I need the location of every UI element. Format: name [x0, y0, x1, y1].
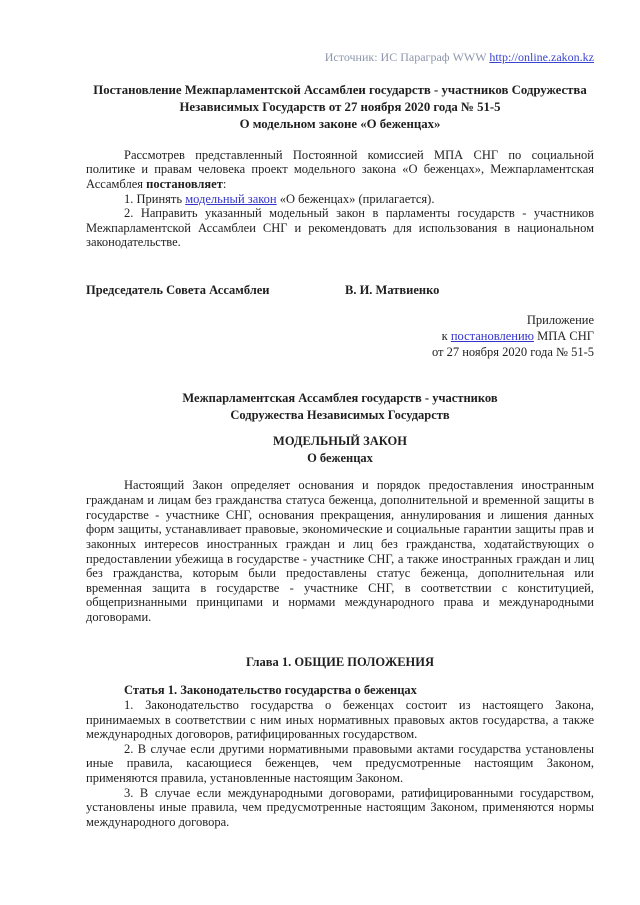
preamble-tail: : [222, 176, 227, 191]
signature-title: Председатель Совета Ассамблеи [86, 283, 270, 298]
article-1-item-3: 3. В случае если международными договорами, ратифицированными государством, установлены иные правила, чем предусмотренные настоящим Законом, применяются нормы международного договора. [86, 785, 594, 829]
law-intro-paragraph: Настоящий Закон определяет основания и порядок предоставления иностранным гражданам и лицам без гражданства статуса беженца, дополнительной и временной защиты в государстве - участнике СНГ, основания прекращения, аннулирования и лишения данных форм защиты, устанавливает правовые, экономические и социальные гарантии защиты прав и законных интересов иностранных граждан и лиц без гражданства, ходатайствующих о предоставлении убежища в государстве - участнике СНГ, а также иностранных граждан и лиц без гражданства, которым были предоставлены статус беженца, дополнительная или временная защита в государстве - участнике СНГ, в соответствии с конституцией, общепризнанными принципами и нормами международного права и международными договорами. [86, 478, 594, 625]
chapter-1-heading: Глава 1. ОБЩИЕ ПОЛОЖЕНИЯ [245, 654, 435, 669]
law-issuer-line-1: Межпарламентская Ассамблея государств - участников [182, 391, 498, 406]
annex-line-3: от 27 ноября 2020 года № 51-5 [431, 345, 594, 360]
preamble-bold-word: постановляет [146, 176, 223, 191]
signature-name: В. И. Матвиенко [345, 283, 440, 298]
annex-line-2 [86, 328, 594, 344]
annex-block [86, 312, 594, 361]
law-type-heading [86, 433, 594, 466]
law-issuer-heading [86, 390, 594, 423]
annex-line-1: Приложение [526, 312, 594, 327]
annex-line-2-pre: к [441, 328, 451, 343]
resolution-item-1-post: «О беженцах» (прилагается). [276, 191, 435, 206]
resolution-item-1-pre: 1. Принять [124, 191, 186, 206]
document-title-main: Постановление Межпарламентской Ассамблеи государств - участников Содружества Независимых Государств от 27 ноября 2020 года № 51-5 [93, 83, 587, 114]
source-attribution [86, 50, 594, 64]
law-subject-label: О беженцах [307, 450, 373, 465]
article-1-item-2: 2. В случае если другими нормативными правовыми актами государства установлены иные правила, касающиеся беженцев, чем предусмотренные настоящим Законом, применяются правила, установленные настоящим Законом. [86, 741, 594, 786]
signature-row [86, 283, 594, 298]
document-title [86, 82, 594, 133]
preamble-text: Рассмотрев представленный Постоянной комиссией МПА СНГ по социальной политике и правам человека проект модельного закона «О беженцах», Межпарламентская Ассамблея [86, 147, 594, 191]
law-type-label: МОДЕЛЬНЫЙ ЗАКОН [273, 434, 407, 449]
article-1-heading: Статья 1. Законодательство государства о беженцах [124, 683, 417, 698]
resolution-reference-link[interactable]: постановлению [450, 328, 534, 343]
document-title-sub: О модельном законе «О беженцах» [239, 116, 441, 131]
source-link[interactable]: http://online.zakon.kz [489, 50, 594, 64]
law-issuer-line-2: Содружества Независимых Государств [230, 407, 450, 422]
annex-line-2-post: МПА СНГ [533, 328, 594, 343]
source-attribution-text: Источник: ИС Параграф WWW [324, 50, 490, 64]
article-1-item-1: 1. Законодательство государства о беженцах состоит из настоящего Закона, принимаемых в соответствии с ним иных нормативных правовых актов государства, а также международных договоров, ратифицированных государством. [86, 697, 594, 742]
resolution-item-1 [86, 192, 594, 207]
model-law-link[interactable]: модельный закон [185, 191, 277, 206]
preamble-paragraph [86, 148, 594, 192]
resolution-item-2: 2. Направить указанный модельный закон в парламенты государств - участников Межпарламентской Ассамблеи СНГ и рекомендовать для использования в национальном законодательстве. [86, 206, 594, 250]
